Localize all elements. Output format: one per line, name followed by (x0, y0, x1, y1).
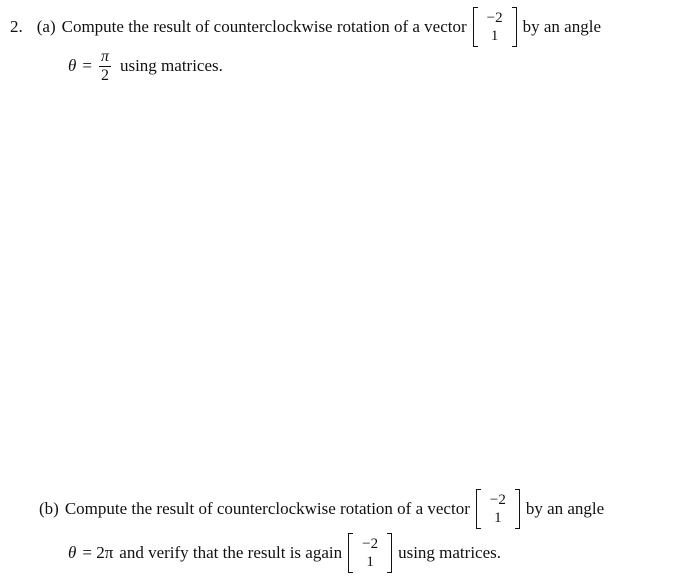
fraction-denominator: 2 (100, 66, 109, 84)
vector-entry-top: −2 (489, 492, 506, 508)
vector-entry-top: −2 (362, 536, 379, 552)
angle-value: = 2π (82, 543, 114, 562)
part-a-prompt: Compute the result of counterclockwise rotation of a vector (61, 17, 467, 36)
part-b-ending: using matrices. (398, 543, 501, 562)
part-b-vector-again (348, 532, 392, 574)
right-bracket (387, 533, 392, 573)
theta-symbol: θ (68, 56, 77, 75)
part-a-vector (473, 6, 517, 48)
part-a-line-1 (10, 6, 601, 48)
part-a-label: (a) (36, 17, 56, 36)
vector-entry-bottom: 1 (494, 510, 502, 526)
equals-sign: = (82, 56, 92, 75)
part-a-line-2 (68, 48, 223, 84)
vector-entry-top: −2 (486, 10, 503, 26)
part-b-line-1 (39, 488, 604, 530)
part-b-label: (b) (39, 499, 59, 518)
part-b-prompt: Compute the result of counterclockwise rotation of a vector (64, 499, 470, 518)
right-bracket (512, 7, 517, 47)
angle-fraction (99, 49, 111, 84)
part-b-verify-text: and verify that the result is again (119, 543, 343, 562)
problem-number: 2. (10, 17, 23, 36)
part-a-ending: using matrices. (119, 56, 223, 75)
fraction-numerator: π (100, 47, 109, 65)
part-b-line-2 (68, 532, 501, 574)
right-bracket (515, 489, 520, 529)
part-a-angle-text: by an angle (522, 17, 601, 36)
theta-symbol: θ (68, 543, 77, 562)
part-b-vector (476, 488, 520, 530)
vector-entry-bottom: 1 (490, 28, 499, 44)
vector-entry-bottom: 1 (366, 554, 374, 570)
part-b-angle-text: by an angle (525, 499, 605, 518)
